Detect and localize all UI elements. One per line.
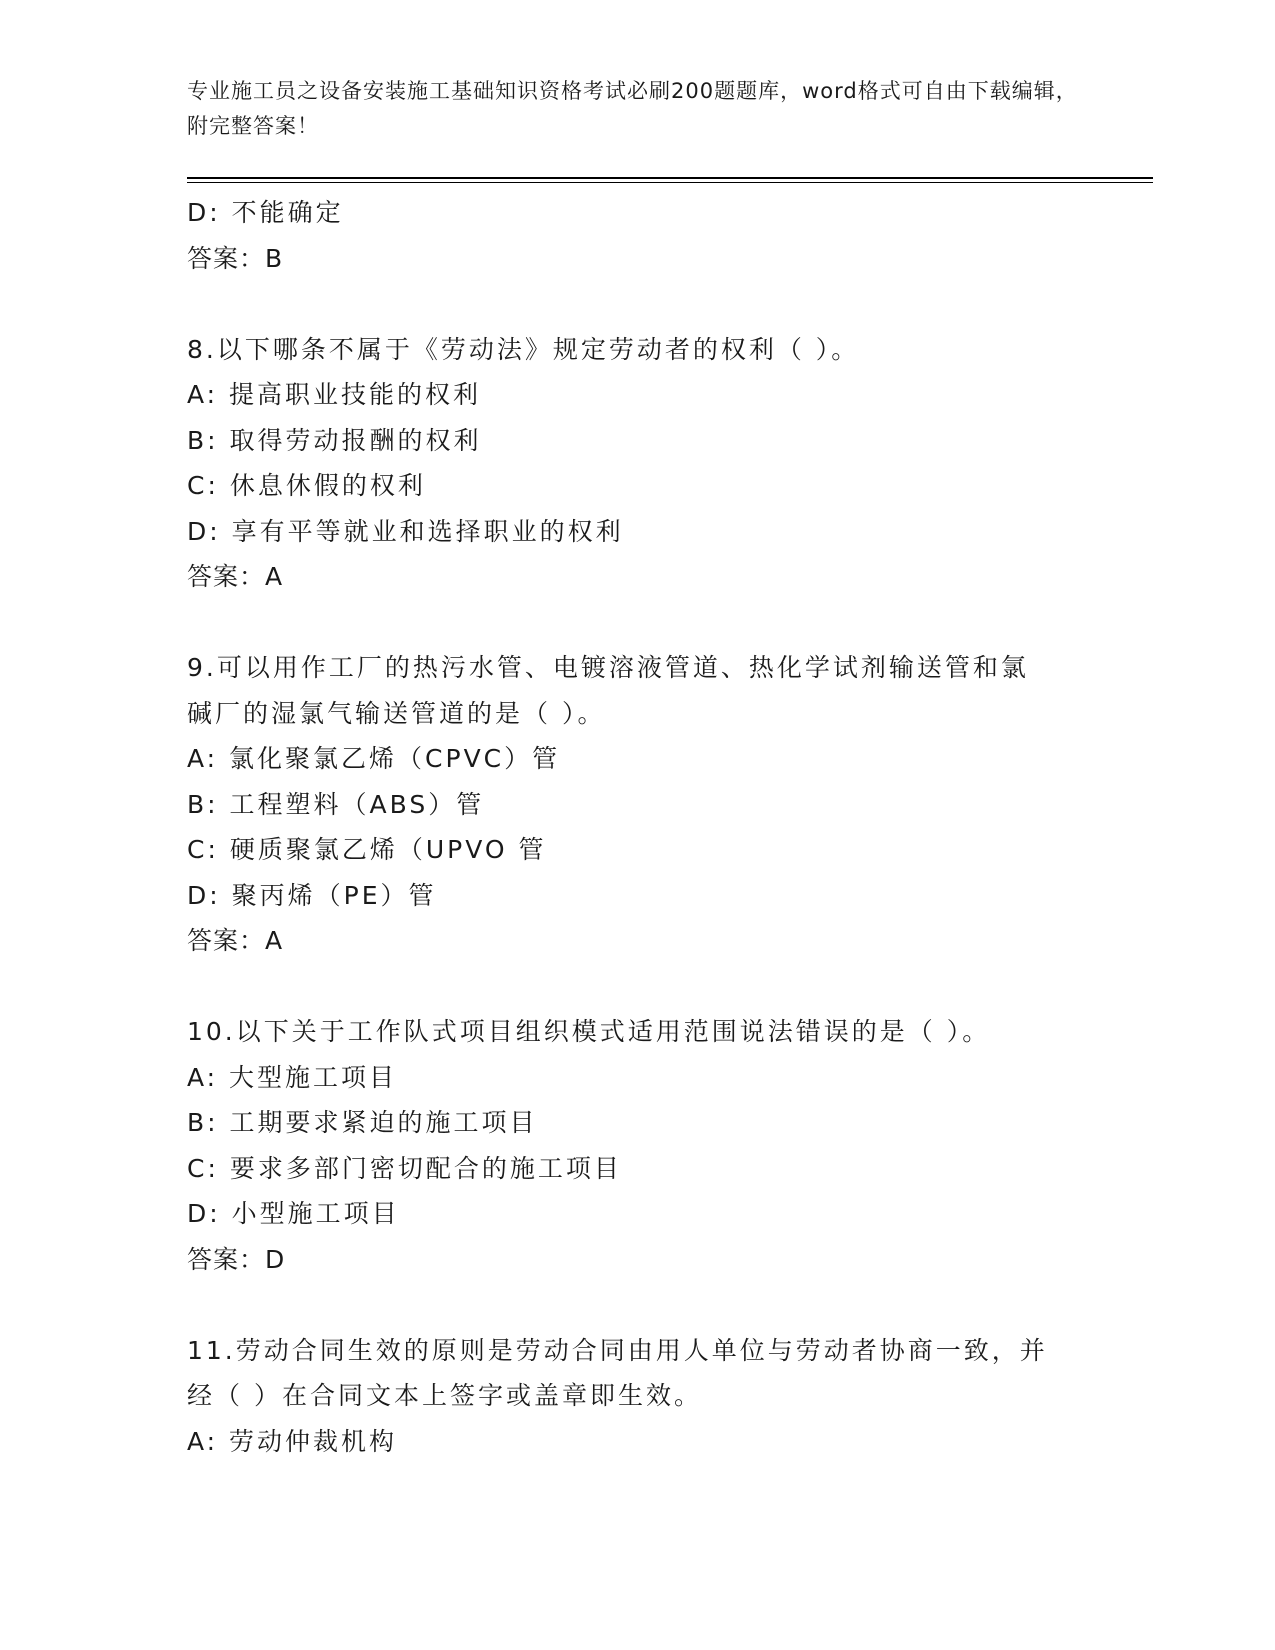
option-c: C: 硬质聚氯乙烯（UPVO 管: [187, 835, 547, 864]
answer: 答案：D: [187, 1244, 286, 1274]
question-stem: 10.以下关于工作队式项目组织模式适用范围说法错误的是（ ）。: [187, 1017, 991, 1046]
option-d: D: 聚丙烯（PE）管: [187, 880, 437, 910]
question-stem: 9.可以用作工厂的热污水管、电镀溶液管道、热化学试剂输送管和氯: [187, 653, 1029, 682]
option-a: A: 劳动仲裁机构: [187, 1426, 398, 1456]
document-header: 专业施工员之设备安装施工基础知识资格考试必刷200题题库，word格式可自由下载编辑，附完整答案！: [187, 79, 1078, 138]
option-a: A: 氯化聚氯乙烯（CPVC）管: [187, 744, 561, 773]
question-stem: 11.劳动合同生效的原则是劳动合同由用人单位与劳动者协商一致，并: [187, 1335, 1048, 1365]
spacer: [187, 964, 1087, 1010]
answer: 答案：A: [187, 562, 284, 591]
option-d: D: 不能确定: [187, 198, 344, 227]
answer: 答案：A: [187, 926, 284, 955]
question-stem: 8.以下哪条不属于《劳动法》规定劳动者的权利（ ）。: [187, 334, 860, 364]
spacer: [187, 600, 1087, 646]
spacer: [187, 1282, 1087, 1328]
question-content: [187, 190, 1087, 1464]
question-stem-continued: 经（ ）在合同文本上签字或盖章即生效。: [187, 1381, 702, 1410]
option-a: A: 提高职业技能的权利: [187, 380, 482, 409]
answer: 答案：B: [187, 243, 284, 273]
option-d: D: 享有平等就业和选择职业的权利: [187, 516, 624, 546]
option-a: A: 大型施工项目: [187, 1062, 398, 1092]
option-c: C: 休息休假的权利: [187, 471, 426, 500]
option-b: B: 工程塑料（ABS）管: [187, 789, 485, 819]
spacer: [187, 281, 1087, 327]
option-c: C: 要求多部门密切配合的施工项目: [187, 1153, 622, 1183]
header-rule-thick: [187, 177, 1153, 179]
option-b: B: 工期要求紧迫的施工项目: [187, 1108, 538, 1137]
question-stem-continued: 碱厂的湿氯气输送管道的是（ ）。: [187, 698, 606, 728]
header-rule-thin: [187, 182, 1153, 183]
option-b: B: 取得劳动报酬的权利: [187, 425, 482, 455]
option-d: D: 小型施工项目: [187, 1199, 400, 1228]
